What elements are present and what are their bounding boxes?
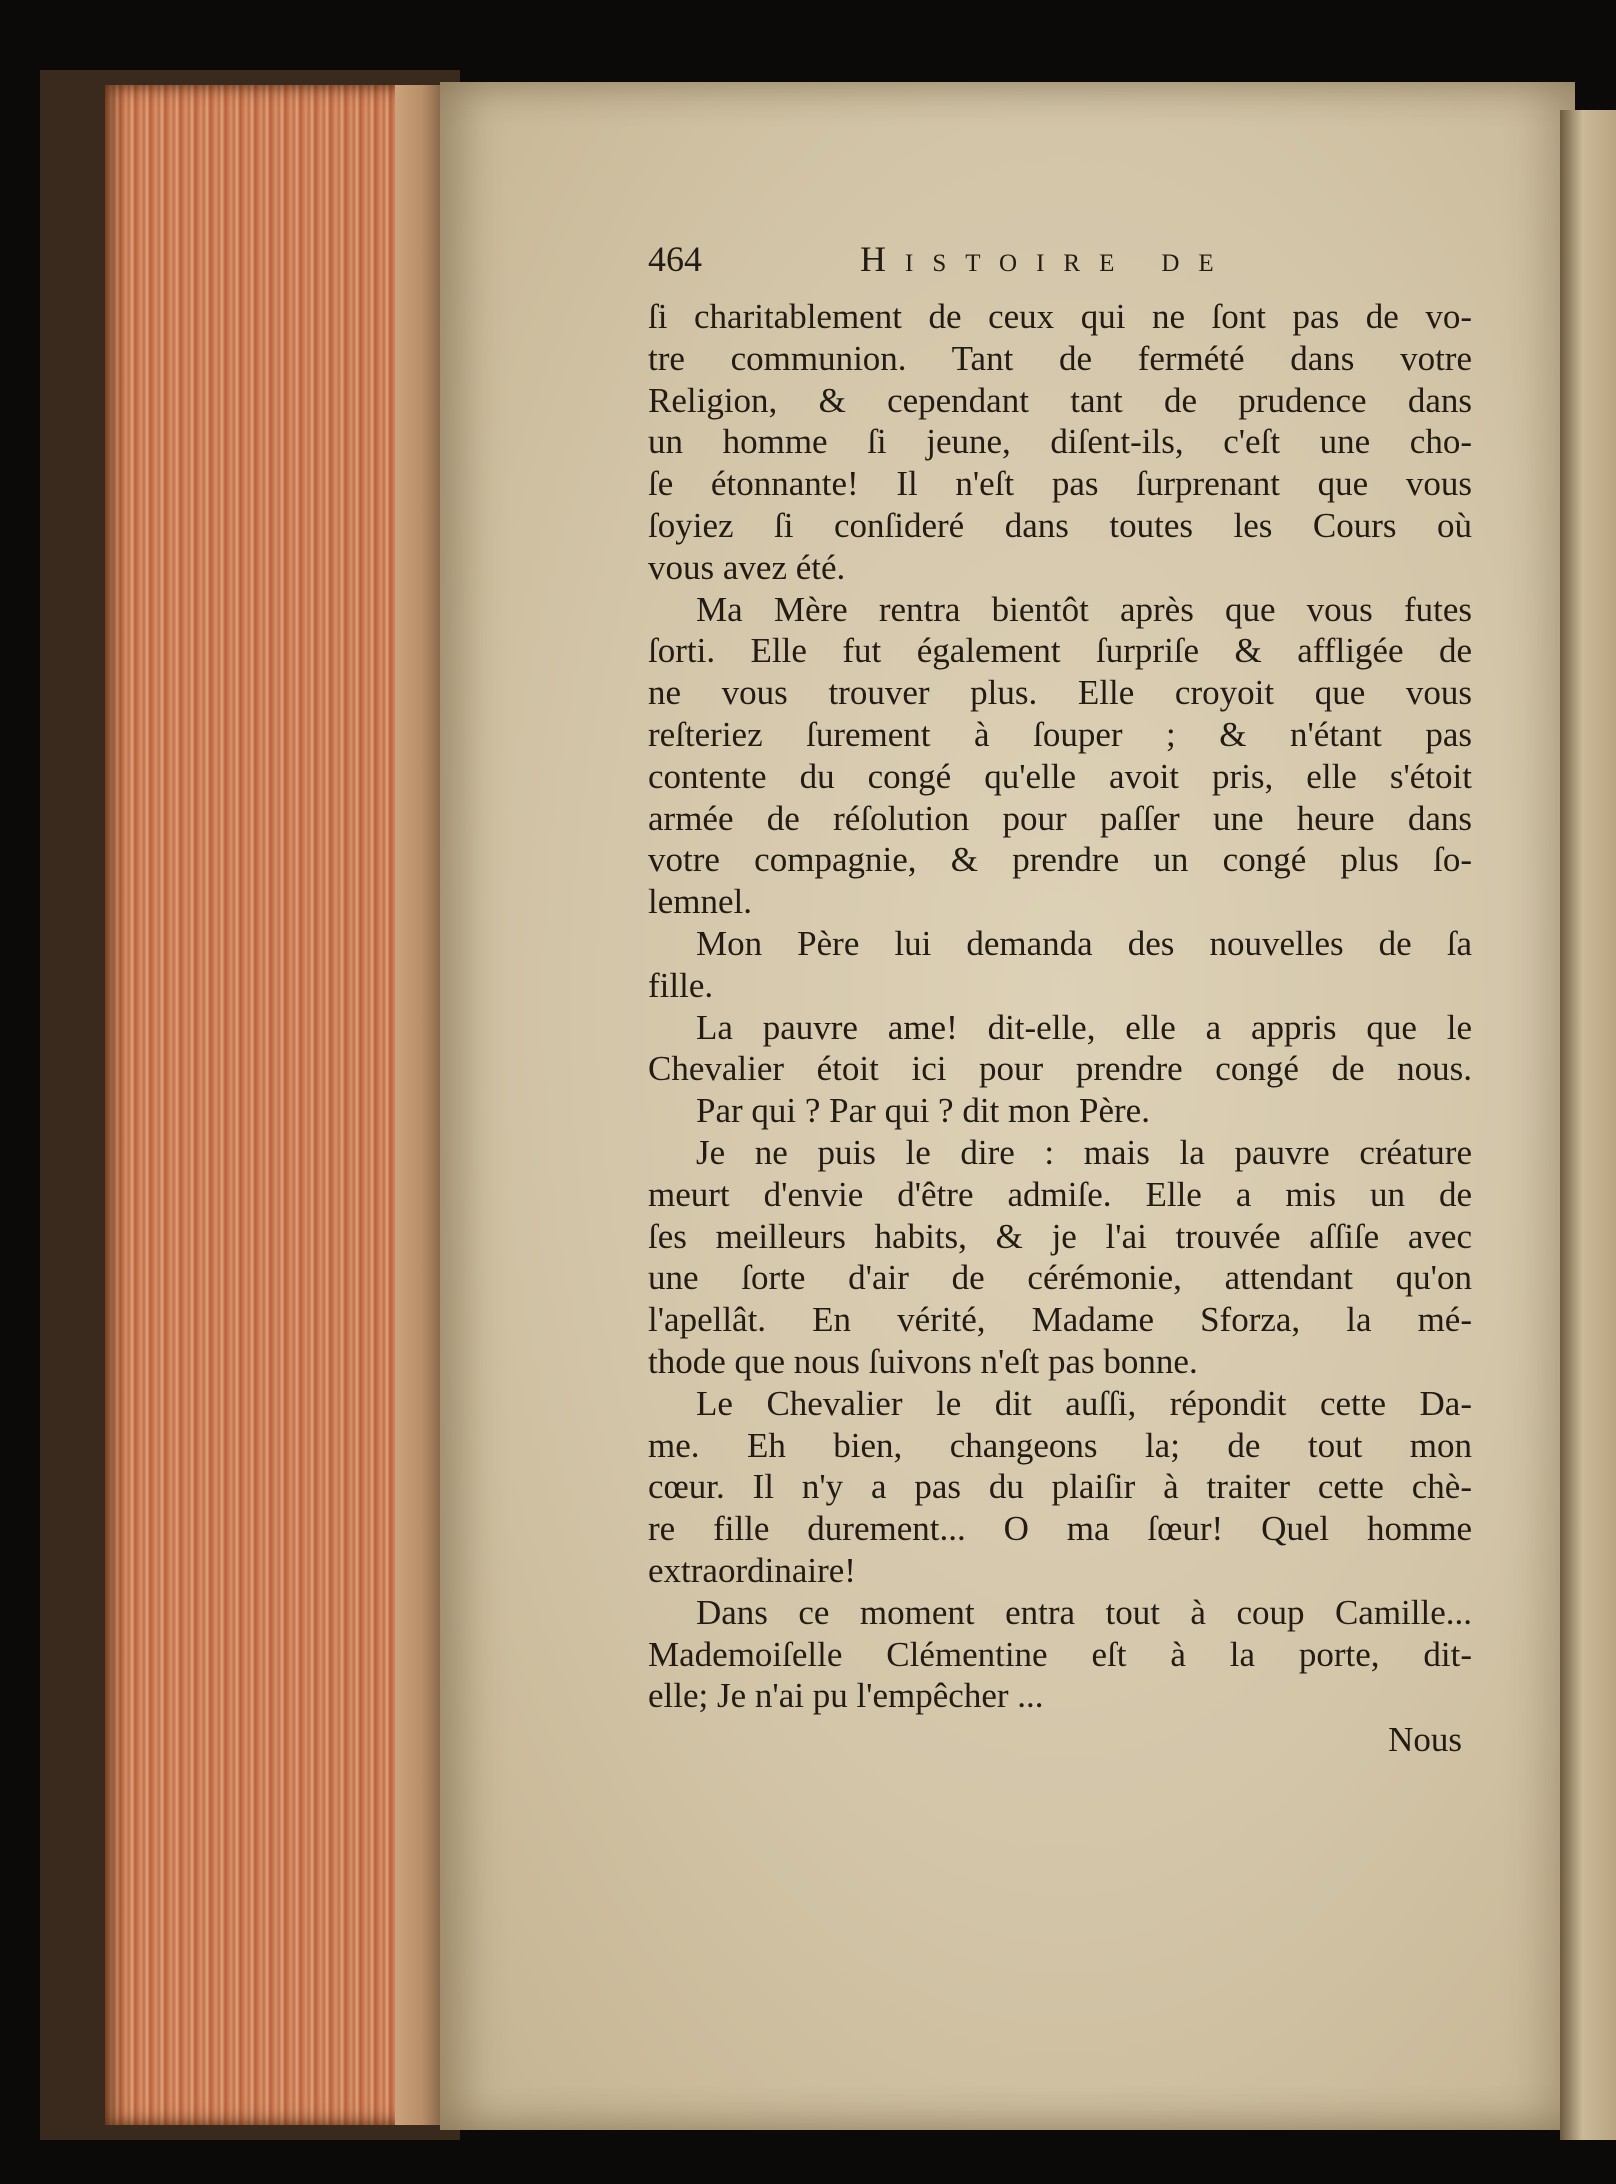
- text-line: me. Eh bien, changeons la; de tout mon: [648, 1425, 1472, 1465]
- text-line: lemnel.: [648, 882, 752, 922]
- text-line: tre communion. Tant de fermété dans votre: [648, 338, 1472, 378]
- page-number: 464: [648, 239, 702, 279]
- text-line: ſe étonnante! Il n'eſt pas ſurprenant que vous: [648, 464, 1472, 504]
- text-line: un homme ſi jeune, diſent-ils, c'eſt une cho-: [648, 422, 1472, 462]
- text-line: ſorti. Elle fut également ſurpriſe & affligée de: [648, 631, 1472, 671]
- running-title: Histoire de: [860, 239, 1233, 279]
- text-line: extraordinaire!: [648, 1550, 856, 1590]
- catchword: Nous: [1388, 1720, 1462, 1760]
- text-line: ſoyiez ſi conſideré dans toutes les Cours où: [648, 505, 1472, 545]
- text-line: ſi charitablement de ceux qui ne ſont pas de vo-: [648, 297, 1472, 336]
- text-line: fille.: [648, 965, 714, 1005]
- text-line: Je ne puis le dire : mais la pauvre créature: [696, 1132, 1472, 1172]
- text-line: reſteriez ſurement à ſouper ; & n'étant pas: [648, 714, 1472, 754]
- text-line: l'apellât. En vérité, Madame Sforza, la mé-: [648, 1300, 1472, 1340]
- text-line: Chevalier étoit ici pour prendre congé de nous.: [648, 1049, 1472, 1089]
- text-line: une ſorte d'air de cérémonie, attendant qu'on: [648, 1258, 1472, 1298]
- text-line: re fille durement... O ma ſœur! Quel homme: [648, 1509, 1472, 1549]
- running-head: [648, 238, 1472, 296]
- page-edges: [105, 85, 440, 2125]
- text-line: Mon Père lui demanda des nouvelles de ſa: [696, 923, 1472, 963]
- text-line: armée de réſolution pour paſſer une heure dans: [648, 798, 1472, 838]
- text-line: meurt d'envie d'être admiſe. Elle a mis un de: [648, 1174, 1472, 1214]
- page-text: [648, 238, 1472, 1763]
- text-line: votre compagnie, & prendre un congé plus ſo-: [648, 840, 1472, 880]
- text-line: cœur. Il n'y a pas du plaiſir à traiter cette chè-: [648, 1467, 1472, 1507]
- text-lines: [648, 296, 1472, 1717]
- page-edges-inner: [395, 85, 440, 2125]
- text-line: La pauvre ame! dit-elle, elle a appris que le: [696, 1007, 1472, 1047]
- facing-page-gutter: [1560, 110, 1616, 2140]
- text-line: Ma Mère rentra bientôt après que vous futes: [696, 589, 1472, 629]
- text-line: ſes meilleurs habits, & je l'ai trouvée aſſiſe avec: [648, 1216, 1472, 1256]
- text-line: vous avez été.: [648, 547, 846, 587]
- text-line: ne vous trouver plus. Elle croyoit que vous: [648, 673, 1472, 713]
- text-line: Le Chevalier le dit auſſi, répondit cette Da-: [696, 1383, 1472, 1423]
- text-line: Dans ce moment entra tout à coup Camille...: [696, 1592, 1472, 1632]
- text-line: Par qui ? Par qui ? dit mon Père.: [696, 1091, 1150, 1131]
- text-line: elle; Je n'ai pu l'empêcher ...: [648, 1676, 1044, 1716]
- text-line: thode que nous ſuivons n'eſt pas bonne.: [648, 1341, 1198, 1381]
- text-line: contente du congé qu'elle avoit pris, elle s'étoit: [648, 756, 1472, 796]
- text-line: Religion, & cependant tant de prudence dans: [648, 380, 1472, 420]
- text-line: Mademoiſelle Clémentine eſt à la porte, dit-: [648, 1634, 1472, 1674]
